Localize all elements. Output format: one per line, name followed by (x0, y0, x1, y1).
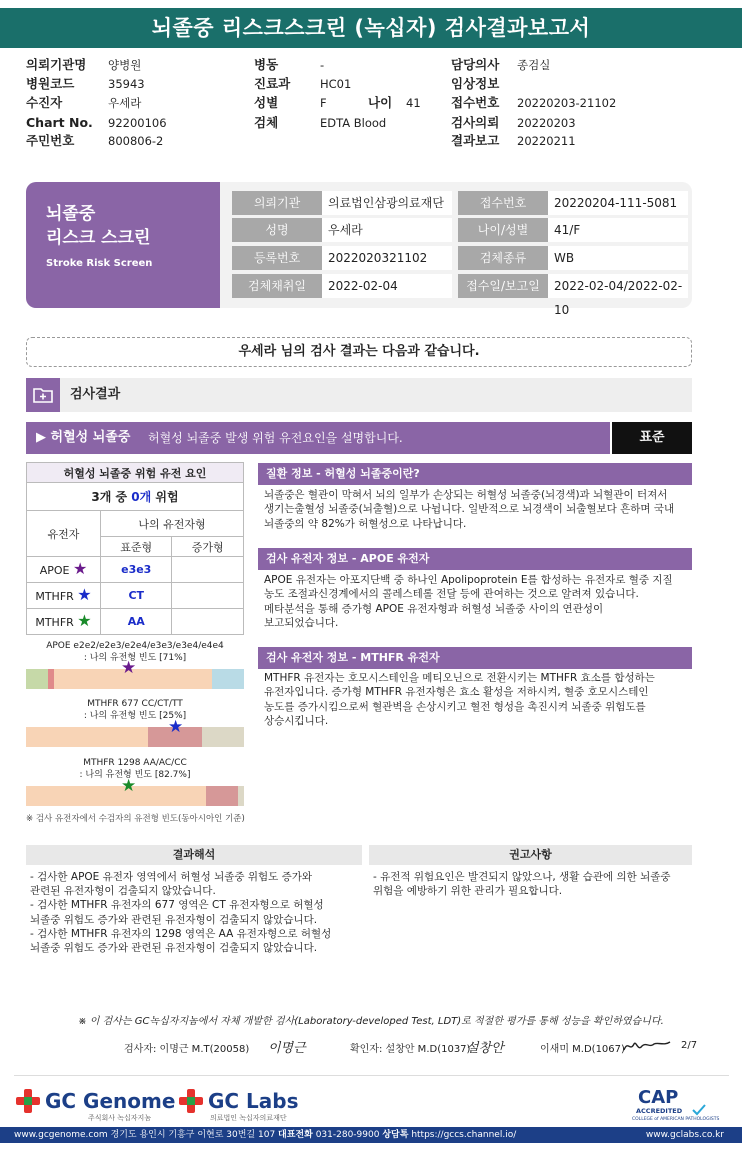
genotype-standard: CT (101, 583, 172, 609)
star-icon: ★ (121, 776, 137, 796)
consult-label: 상담톡 (382, 1130, 409, 1140)
info-value: 800806-2 (108, 134, 164, 148)
panel-value: WB (548, 246, 688, 270)
risk-count: 0개 (131, 490, 152, 504)
body-line: 생기는출혈성 뇌졸중(뇌출혈)으로 나뉩니다. 일반적으로 뇌경색이 뇌출혈보다 흔하며 국내 (264, 503, 675, 516)
info-row (26, 114, 226, 132)
divider (14, 1075, 729, 1076)
third-signer-label: 이새미 M.D(1067) (540, 1044, 625, 1055)
body-line: 관련된 유전자형이 검출되지 않았습니다. (30, 885, 216, 898)
body-line: 상승시킵니다. (264, 715, 329, 728)
gc-cross-logo-icon (15, 1088, 41, 1114)
info-label: 병동 (254, 57, 279, 72)
info-row (254, 56, 434, 74)
body-line: 뇌졸중의 약 82%가 허혈성으로 나타납니다. (264, 517, 467, 530)
info-label: 담당의사 (451, 57, 500, 72)
disclaimer: ※ 이 검사는 GC녹십자지놈에서 자체 개발한 검사(Laboratory-developed Test, LDT)로 적절한 평가를 통해 성능을 확인하였습니다. (78, 1016, 664, 1027)
checkmark-icon (692, 1103, 706, 1117)
body-line: - 유전적 위험요인은 발견되지 않았으나, 생활 습관에 의한 뇌졸중 (373, 871, 671, 883)
footer-contact (14, 1127, 516, 1143)
bar-segment (238, 786, 244, 806)
bar-segment (206, 786, 238, 806)
info-section-title: 질환 정보 - 허혈성 뇌졸중이란? (258, 463, 692, 485)
genotype-increased (172, 557, 244, 583)
info-value: 20220211 (517, 134, 576, 148)
info-label: 병원코드 (26, 76, 75, 91)
footer-bar (0, 1127, 742, 1143)
panel-key: 등록번호 (232, 246, 322, 270)
genotype-standard: e3e3 (101, 557, 172, 583)
gc-cross-logo-icon (178, 1088, 204, 1114)
panel-value: 2022020321102 (322, 246, 452, 270)
gene-cell (27, 583, 101, 609)
body-line: 뇌졸중은 혈관이 막혀서 뇌의 일부가 손상되는 허혈성 뇌졸중(뇌경색)과 뇌혈관이 터져서 (264, 489, 668, 501)
info-section-body (264, 573, 692, 631)
freq-title: APOE e2e2/e2e3/e2e4/e3e3/e3e4/e4e4 (46, 641, 224, 651)
info-label: 임상정보 (451, 76, 500, 91)
gc-labs-subtitle: 의료법인 녹십자의료재단 (210, 1114, 287, 1122)
panel-key: 성명 (232, 218, 322, 242)
report-title: 뇌졸중 리스크스크린 (녹십자) 검사결과보고서 (0, 8, 742, 48)
panel-value: 20220204-111-5081 (548, 191, 688, 215)
interpretation-title: 결과해석 (26, 845, 362, 865)
table-header: 허혈성 뇌졸중 위험 유전 요인 (27, 463, 244, 483)
cap-accredited-text: ACCREDITED (636, 1107, 683, 1115)
info-label: 검사의뢰 (451, 115, 500, 130)
gc-labs-logo: GC Labs (208, 1089, 299, 1113)
body-line: 뇌졸중 위험도 증가와 관련된 유전자형이 검출되지 않았습니다. (30, 942, 318, 955)
confirmer-signature: 설창안 (466, 1041, 504, 1056)
panel-subtitle: Stroke Risk Screen (46, 258, 153, 269)
gene-name: APOE (39, 564, 70, 577)
gene-name: MTHFR (35, 590, 74, 603)
info-section-title: 검사 유전자 정보 - MTHFR 유전자 (258, 647, 692, 669)
result-summary-line: 우세라 님의 검사 결과는 다음과 같습니다. (26, 337, 692, 367)
recommendation-title: 권고사항 (369, 845, 692, 865)
bar-segment (202, 727, 244, 747)
body-line: 농도를 증가시킴으로써 혈관벽을 손상시키고 혈전 형성을 촉진시켜 뇌졸중 위험도를 (264, 700, 646, 713)
gene-name: MTHFR (35, 616, 74, 629)
panel-key: 검체채취일 (232, 274, 322, 298)
info-value: 양병원 (108, 58, 142, 72)
bar-segment (26, 669, 48, 689)
freq-value: : 나의 유전형 빈도 [25%] (83, 711, 187, 721)
star-icon: ★ (72, 559, 88, 578)
bar-segment (48, 669, 54, 689)
confirmer-label: 확인자: 설창안 M.D(1037) (350, 1044, 471, 1055)
cap-text: CAP (638, 1087, 679, 1108)
info-value: 20220203 (517, 116, 576, 130)
col-my-genotype-header: 나의 유전자형 (101, 511, 244, 537)
table-row (27, 463, 244, 483)
info-label: 주민번호 (26, 133, 75, 148)
age-value: 41 (406, 96, 421, 110)
star-icon: ★ (121, 658, 137, 678)
gene-cell (27, 557, 101, 583)
body-line: 유전자입니다. 증가형 MTHFR 유전자형은 효소 활성을 저하시켜, 혈중 호모시스테인 (264, 686, 649, 699)
gc-genome-logo: GC Genome (45, 1089, 176, 1113)
summary-text: 3개 중 (91, 490, 128, 504)
table-row (27, 511, 244, 537)
info-row (26, 94, 226, 112)
info-value: - (320, 58, 325, 72)
risk-level-badge: 표준 (612, 422, 692, 454)
panel-key: 나이/성별 (458, 218, 548, 242)
panel-title-line2: 리스크 스크린 (46, 228, 151, 248)
star-icon: ★ (168, 717, 184, 737)
panel-key: 접수번호 (458, 191, 548, 215)
panel-value: 2022-02-04/2022-02-10 (548, 274, 688, 298)
genotype-increased (172, 609, 244, 635)
gc-genome-subtitle: 주식회사 녹십자지놈 (88, 1114, 152, 1122)
gene-cell (27, 609, 101, 635)
info-label: 수진자 (26, 95, 63, 110)
frequency-caption-mthfr677 (26, 698, 244, 722)
folder-plus-icon (26, 378, 60, 412)
info-value: F (320, 96, 327, 110)
interpretation-body (30, 870, 364, 955)
info-value: 종검실 (517, 58, 551, 72)
freq-value: : 나의 유전형 빈도 [71%] (83, 653, 187, 663)
phone-number: 031-280-9900 (315, 1130, 380, 1140)
genotype-standard: AA (101, 609, 172, 635)
info-row (26, 56, 226, 74)
freq-value: : 나의 유전형 빈도 [82.7%] (79, 770, 191, 780)
handwritten-signature-icon (622, 1038, 672, 1057)
freq-title: MTHFR 677 CC/CT/TT (87, 699, 183, 709)
body-line: 보고되었습니다. (264, 617, 339, 630)
signature-row (0, 1040, 742, 1058)
panel-key: 의뢰기관 (232, 191, 322, 215)
table-row (27, 583, 244, 609)
body-line: 농도 조절과신경계에서의 콜레스테롤 전달 등에 관여하는 것으로 알려져 있습니다. (264, 588, 639, 601)
panel-value: 41/F (548, 218, 688, 242)
star-icon: ★ (77, 585, 92, 604)
info-row (451, 56, 651, 74)
body-line: - 검사한 MTHFR 유전자의 677 영역은 CT 유전자형으로 허혈성 (30, 899, 324, 912)
frequency-bar-mthfr677 (26, 727, 244, 747)
info-label: 결과보고 (451, 133, 500, 148)
info-value: EDTA Blood (320, 116, 387, 130)
panel-title-line1: 뇌졸중 (46, 204, 96, 224)
info-row (26, 132, 226, 150)
star-icon: ★ (77, 611, 92, 630)
summary-text: 위험 (155, 490, 179, 504)
genotype-table (26, 462, 244, 635)
page-number: 2/7 (681, 1040, 698, 1051)
panel-value: 우세라 (322, 218, 452, 242)
info-row (26, 75, 226, 93)
section-title: 검사결과 (70, 387, 121, 402)
info-section-body (264, 671, 692, 729)
panel-value: 의료법인삼광의료재단 (322, 191, 452, 215)
panel-value: 2022-02-04 (322, 274, 452, 298)
info-section-body (264, 488, 692, 531)
info-label: Chart No. (26, 115, 93, 130)
address-text: 경기도 용인시 기흥구 이현로 30번길 107 (110, 1130, 276, 1140)
bar-segment (212, 669, 244, 689)
info-value: 우세라 (108, 96, 142, 110)
info-value: 20220203-21102 (517, 96, 617, 110)
body-line: - 검사한 APOE 유전자 영역에서 허혈성 뇌졸중 위험도 증가와 (30, 871, 313, 883)
col-standard-header: 표준형 (101, 537, 172, 557)
info-value: HC01 (320, 77, 352, 91)
info-row (254, 114, 434, 132)
body-line: - 검사한 MTHFR 유전자의 1298 영역은 AA 유전자형으로 허혈성 (30, 927, 332, 940)
stroke-category-bar (26, 422, 610, 454)
cap-accredited-logo (632, 1087, 720, 1127)
panel-title (46, 202, 150, 250)
info-row (451, 132, 651, 150)
examiner-signature: 이명근 (268, 1041, 306, 1056)
risk-summary (27, 483, 244, 511)
table-row (27, 483, 244, 511)
info-label: 의뢰기관명 (26, 57, 87, 72)
info-section-title: 검사 유전자 정보 - APOE 유전자 (258, 548, 692, 570)
info-row (451, 114, 651, 132)
body-line: 메타분석을 통해 증가형 APOE 유전자형과 허혈성 뇌졸중 사이의 연관성이 (264, 602, 604, 615)
category-description: 허혈성 뇌졸중 발생 위험 유전요인을 설명합니다. (148, 431, 403, 445)
body-line: 뇌졸중 위험도 증가와 관련된 유전자형이 검출되지 않았습니다. (30, 913, 318, 926)
col-gene-header: 유전자 (27, 511, 101, 557)
body-line: MTHFR 유전자는 호모시스테인을 메티오닌으로 전환시키는 MTHFR 효소를 합성하는 (264, 672, 655, 684)
cap-small-text: COLLEGE of AMERICAN PATHOLOGISTS (632, 1117, 720, 1122)
genome-website-link[interactable]: www.gcgenome.com (14, 1130, 108, 1140)
panel-key: 접수일/보고일 (458, 274, 548, 298)
genotype-increased (172, 583, 244, 609)
panel-key: 검체종류 (458, 246, 548, 270)
frequency-note: ※ 검사 유전자에서 수검자의 유전형 빈도(동아시아인 기준) (26, 814, 245, 824)
body-line: APOE 유전자는 아포지단백 중 하나인 Apolipoprotein E를 합성하는 유전자로 혈중 지질 (264, 574, 673, 586)
freq-title: MTHFR 1298 AA/AC/CC (83, 758, 187, 768)
consult-link[interactable]: https://gccs.channel.io/ (411, 1130, 517, 1140)
info-row (451, 75, 651, 93)
recommendation-body (373, 870, 692, 898)
labs-website-link[interactable]: www.gclabs.co.kr (645, 1130, 724, 1140)
panel-brand (26, 182, 220, 308)
info-row (451, 94, 651, 112)
section-header (26, 378, 692, 412)
col-increased-header: 증가형 (172, 537, 244, 557)
info-label: 접수번호 (451, 95, 500, 110)
category-name: ▶ 허혈성 뇌졸중 (36, 430, 131, 445)
info-row (254, 94, 434, 112)
table-row (27, 557, 244, 583)
info-value: 35943 (108, 77, 145, 91)
info-row (254, 75, 434, 93)
examiner-label: 검사자: 이명근 M.T(20058) (124, 1044, 250, 1055)
age-label: 나이 (368, 95, 393, 110)
info-label: 성별 (254, 95, 279, 110)
info-value: 92200106 (108, 116, 167, 130)
info-label: 진료과 (254, 76, 291, 91)
body-line: 위험을 예방하기 위한 관리가 필요합니다. (373, 885, 563, 898)
phone-label: 대표전화 (278, 1130, 313, 1140)
info-label: 검체 (254, 115, 279, 130)
table-row (27, 609, 244, 635)
